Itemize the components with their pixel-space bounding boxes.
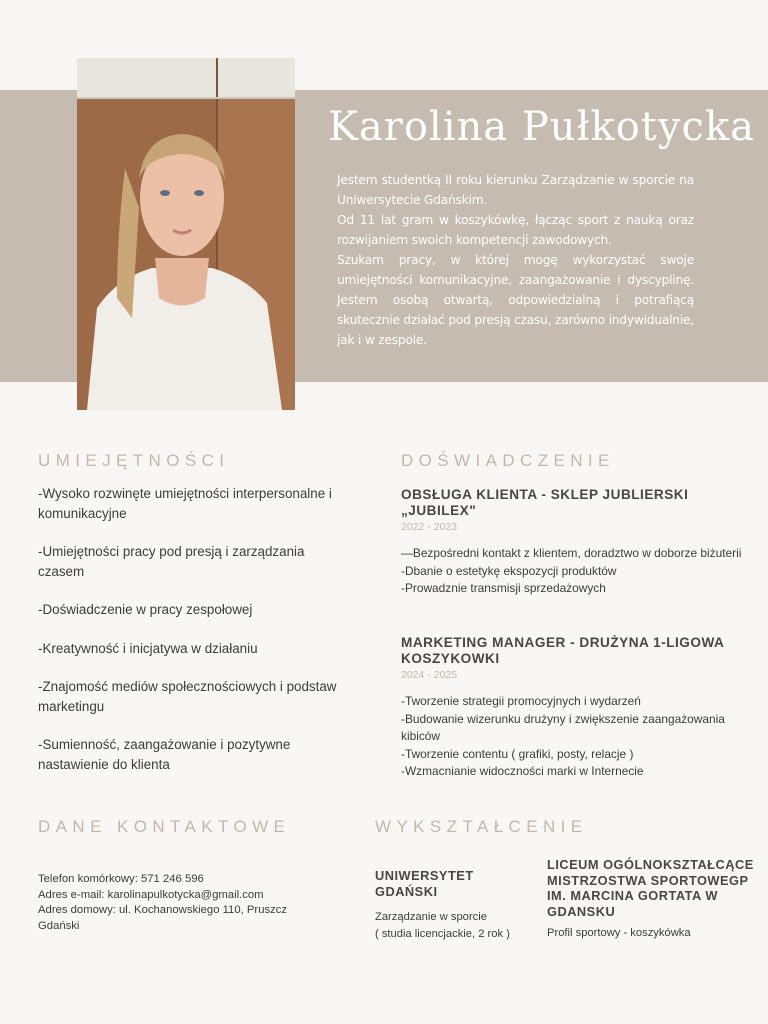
school-desc — [375, 909, 525, 943]
education-title: WYKSZTAŁCENIE — [375, 817, 588, 836]
list-item: -Wysoko rozwinęte umiejętności interpersonalne i komunikacyjne — [38, 486, 332, 521]
candidate-name: Karolina Pułkotycka — [328, 104, 755, 150]
intro-text — [337, 170, 694, 350]
list-item: -Umiejętności pracy pod presją i zarządzania czasem — [38, 544, 305, 579]
address-text: Adres domowy: ul. Kochanowskiego 110, Pruszcz Gdański — [38, 904, 288, 932]
list-item: -Budowanie wizerunku drużyny i zwiększenie zaangażowania kibiców — [401, 711, 725, 743]
experience-title: DOŚWIADCZENIE — [401, 451, 615, 470]
job-entry — [401, 635, 751, 781]
intro-paragraph: Szukam pracy, w której mogę wykorzystać swoje umiejętności komunikacyjne, zaangażowanie i dyscyplinę. Jestem osobą otwartą, odpowiedzialną i potrafiącą skutecznie działać pod presją czasu, zarówno indywidualnie, jak i w zespole. — [337, 253, 694, 347]
list-item: -Doświadczenie w pracy zespołowej — [38, 602, 253, 617]
contact-title: DANE KONTAKTOWE — [38, 817, 291, 836]
list-item: -Dbanie o estetykę ekspozycji produktów — [401, 563, 617, 578]
job-duties — [401, 693, 751, 781]
skills-title: UMIEJĘTNOŚCI — [38, 451, 230, 470]
school-entry — [547, 857, 757, 942]
school-field: Zarządzanie w sporcie — [375, 911, 487, 923]
skills-list — [38, 484, 338, 793]
profile-photo — [77, 58, 295, 410]
list-item: —Bezpośredni kontakt z klientem, doradztwo w doborze biżuterii — [401, 546, 742, 560]
list-item: -Wzmacnianie widoczności marki w Internecie — [401, 764, 644, 778]
job-title: OBSŁUGA KLIENTA - SKLEP JUBLIERSKI „JUBILEX" — [401, 487, 689, 518]
contact-info — [38, 872, 308, 934]
school-name: UNIWERSYTET GDAŃSKI — [375, 868, 474, 899]
intro-paragraph: Jestem studentką II roku kierunku Zarządzanie w sporcie na Uniwersytecie Gdańskim. — [337, 173, 694, 207]
job-years: 2024 - 2025 — [401, 669, 458, 681]
job-duties — [401, 545, 751, 598]
list-item: -Sumienność, zaangażowanie i pozytywne nastawienie do klienta — [38, 737, 291, 772]
school-entry — [375, 868, 525, 943]
job-title: MARKETING MANAGER - DRUŻYNA 1-LIGOWA KOSZYKOWKI — [401, 635, 724, 666]
school-details: ( studia licencjackie, 2 rok ) — [375, 928, 510, 940]
school-name: LICEUM OGÓLNOKSZTAŁCĄCE MISTRZOSTWA SPORTOWEGP IM. MARCINA GORTATA W GDANSKU — [547, 857, 754, 919]
list-item: -Tworzenie strategii promocyjnych i wydarzeń — [401, 694, 641, 708]
job-entry — [401, 487, 751, 598]
email-text: Adres e-mail: karolinapulkotycka@gmail.com — [38, 888, 264, 901]
school-desc — [547, 925, 757, 942]
job-years: 2022 - 2023 — [401, 521, 458, 533]
school-field: Profil sportowy - koszykówka — [547, 927, 691, 939]
list-item: -Prowadznie transmisji sprzedażowych — [401, 581, 606, 595]
list-item: -Znajomość mediów społecznościowych i podstaw marketingu — [38, 679, 337, 714]
list-item: -Tworzenie contentu ( grafiki, posty, relacje ) — [401, 746, 634, 761]
intro-paragraph: Od 11 lat gram w koszykówkę, łącząc sport z nauką oraz rozwijaniem swoich kompetencji zawodowych. — [337, 213, 694, 247]
phone-text: Telefon komórkowy: 571 246 596 — [38, 873, 204, 885]
list-item: -Kreatywność i inicjatywa w działaniu — [38, 640, 258, 656]
